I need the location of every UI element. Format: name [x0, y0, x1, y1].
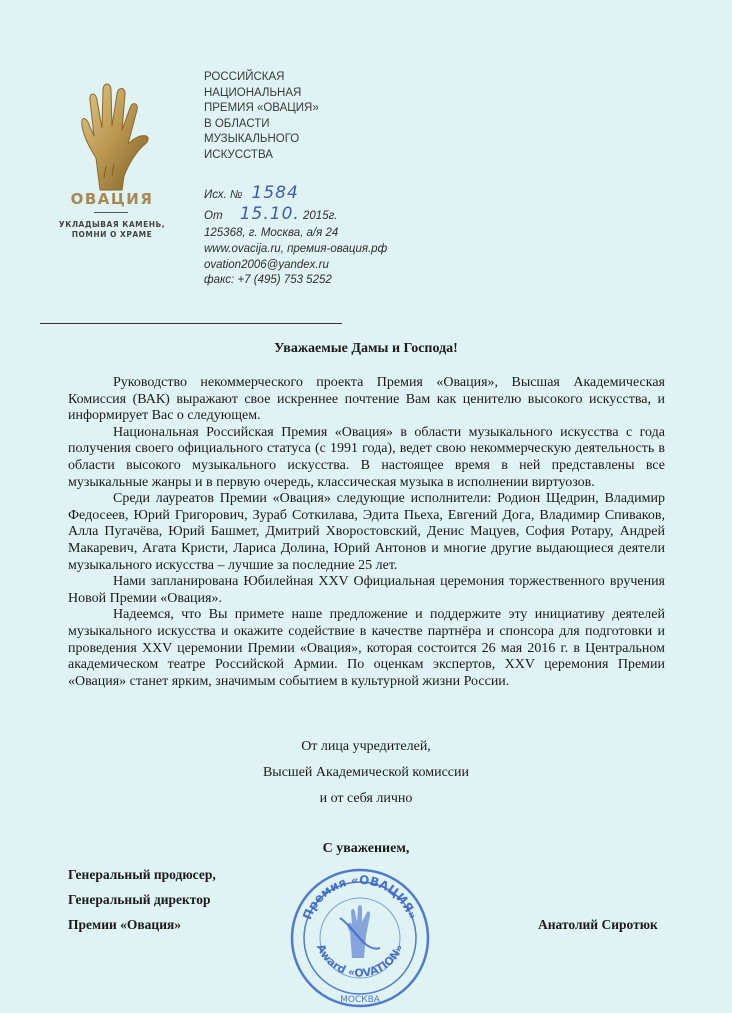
handwritten-number: 1584 — [251, 183, 299, 203]
signer-title: Генеральный директор — [68, 892, 211, 907]
svg-text:МОСКВА: МОСКВА — [340, 995, 380, 1005]
fax: факс: +7 (495) 753 5252 — [204, 274, 332, 286]
closing-line: Высшей Академической комиссии — [262, 765, 470, 780]
signer-title: Премии «Овация» — [68, 917, 182, 932]
signer-title: Генеральный продюсер, — [68, 867, 216, 882]
paragraph: Руководство некоммерческого проекта Премия «Овация», Высшая Академическая Комиссия (ВАК) выражают свое искреннее почтение Вам как ценителю высокого искусства, и информирует Вас о следующем. — [68, 375, 665, 424]
svg-text:Премия «ОВАЦИЯ»: Премия «ОВАЦИЯ» — [300, 872, 420, 922]
email: ovation2006@yandex.ru — [204, 259, 329, 271]
closing-line: От лица учредителей, — [301, 739, 431, 754]
outgoing-number: Исх. № 1584 — [204, 183, 299, 203]
letter-body — [68, 375, 665, 690]
signer-name: Анатолий Сиротюк — [538, 917, 658, 932]
logo-motto: УКЛАДЫВАЯ КАМЕНЬ, ПОМНИ О ХРАМЕ — [58, 220, 166, 239]
organization-stamp — [280, 858, 440, 1008]
logo-wordmark: ОВАЦИЯ — [70, 190, 154, 208]
org-line: МУЗЫКАЛЬНОГО — [204, 133, 300, 145]
org-line: НАЦИОНАЛЬНАЯ — [204, 86, 302, 99]
header-divider — [40, 323, 342, 324]
handwritten-date: 15.10. — [239, 204, 300, 224]
org-line: ПРЕМИЯ «ОВАЦИЯ» — [204, 102, 319, 114]
org-line: РОССИЙСКАЯ — [204, 71, 285, 83]
paragraph: Национальная Российская Премия «Овация» в области музыкального искусства с года получения своего официального статуса (с 1991 года), ведет свою некоммерческую деятельность в области высокого музыкального искусства. В настоящее время в ней представлены все музыкальные жанры и в первую очередь, классическая музыка в исполнении виртуозов. — [68, 424, 665, 490]
postal-address: 125368, г. Москва, а/я 24 — [204, 227, 339, 239]
organization-name — [204, 70, 404, 163]
websites: www.ovacija.ru, премия-овация.рф — [204, 243, 388, 255]
org-line: В ОБЛАСТИ — [204, 117, 270, 130]
paragraph: Среди лауреатов Премии «Овация» следующие исполнители: Родион Щедрин, Владимир Федосеев, Юрий Григорович, Зураб Соткилава, Эдита Пьеха, Евгений Дога, Владимир Спиваков, Алла Пугачёва, Юрий Башмет, Дмитрий Хворостовский, Денис Мацуев, София Ротару, Андрей Макаревич, Агата Кристи, Лариса Долина, Юрий Антонов и многие другие выдающиеся деятели музыкального искусства – лучшие за последние 25 лет. — [68, 491, 665, 573]
regards: С уважением, — [322, 841, 410, 856]
greeting: Уважаемые Дамы и Господа! — [274, 341, 458, 356]
logo-divider — [94, 212, 128, 213]
svg-text:Award «OVATION»: Award «OVATION» — [313, 942, 407, 980]
closing-line: и от себя лично — [319, 791, 413, 806]
paragraph: Надеемся, что Вы примете наше предложение и поддержите эту инициативу деятелей музыкального искусства и окажите содействие в качестве партнёра и спонсора для подготовки и проведения XXV церемонии Премии «Овация», которая состоится 26 мая 2016 г. в Центральном академическом театре Российской Армии. По оценкам экспертов, XXV церемония Премии «Овация» станет ярким, значимым событием в культурной жизни России. — [68, 607, 665, 689]
org-line: ИСКУССТВА — [204, 148, 273, 161]
letter-date: От 15.10. 2015г. — [204, 204, 338, 224]
paragraph: Нами запланирована Юбилейная XXV Официальная церемония торжественного вручения Новой Премии «Овация». — [68, 574, 665, 606]
